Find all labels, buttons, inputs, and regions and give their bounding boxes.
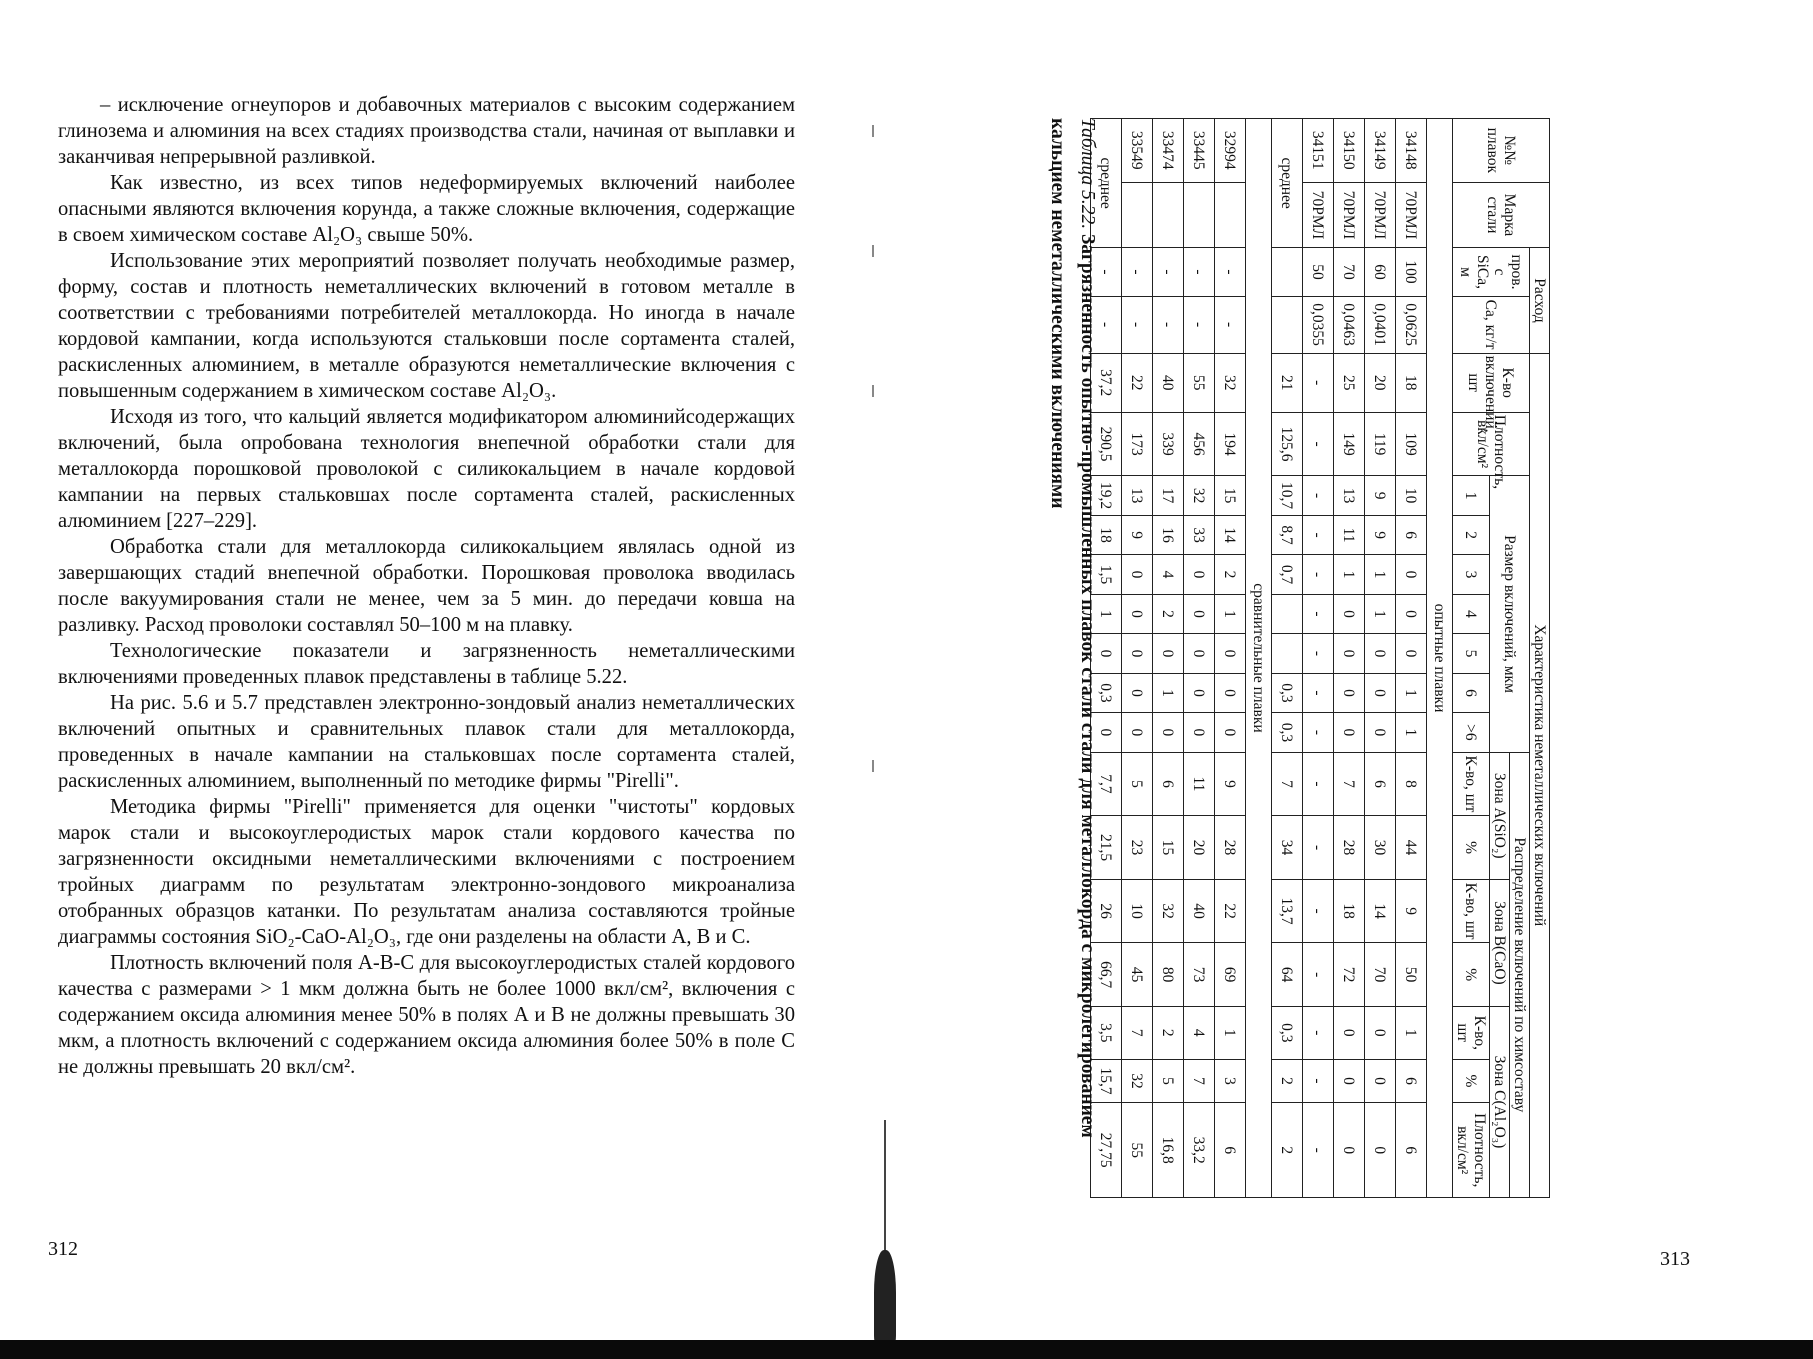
table-cell — [1272, 248, 1303, 296]
table-cell: 119 — [1365, 412, 1396, 476]
table-cell: 30 — [1365, 816, 1396, 880]
header-size-1: 1 — [1453, 476, 1490, 515]
table-cell: 194 — [1215, 412, 1246, 476]
table-cell: - — [1215, 248, 1246, 296]
table-cell: 0 — [1334, 1059, 1365, 1103]
table-cell: 22 — [1122, 353, 1153, 412]
table-row — [1184, 119, 1215, 1198]
table-cell: 20 — [1365, 353, 1396, 412]
table-cell: 34149 — [1365, 119, 1396, 183]
header-size-6: 6 — [1453, 673, 1490, 712]
paragraph: Технологические показатели и загрязненность неметаллическими включениями проведенных плавок представлены в таблице 5.22. — [58, 640, 795, 688]
table-cell: 33445 — [1184, 119, 1215, 183]
table-cell: 149 — [1334, 412, 1365, 476]
table-cell: 34 — [1272, 816, 1303, 880]
table-cell: 11 — [1184, 752, 1215, 816]
table-section-label: опытные плавки — [1427, 119, 1453, 1198]
table-cell: 13,7 — [1272, 879, 1303, 943]
table-cell: 7 — [1272, 752, 1303, 816]
table-cell: - — [1122, 248, 1153, 296]
header-zone-a-pct: % — [1453, 816, 1490, 880]
table-cell: 0 — [1184, 673, 1215, 712]
table-cell: 45 — [1122, 943, 1153, 1007]
table-cell: 0,0625 — [1396, 296, 1427, 353]
table-cell: 0 — [1365, 1103, 1396, 1198]
table-cell: 456 — [1184, 412, 1215, 476]
table-cell: 15,7 — [1091, 1059, 1122, 1103]
header-size-gt6: >6 — [1453, 713, 1490, 752]
table-cell: 33 — [1184, 515, 1215, 554]
table-average-row — [1272, 119, 1303, 1198]
table-cell: 70РМЛ — [1396, 182, 1427, 248]
table-cell: 40 — [1153, 353, 1184, 412]
header-zone-b-pct: % — [1453, 943, 1490, 1007]
paragraph: Исходя из того, что кальций является модификатором алюминийсодержащих включений, была опробована технология внепечной обработки стали для металлокорда порошковой проволокой с силикокальцием в начале кордовой кампании на первых стальковшах после сортамента сталей, раскисленных алюминием [227–229]. — [58, 406, 795, 532]
table-cell: 25 — [1334, 353, 1365, 412]
table-cell: 1 — [1365, 555, 1396, 594]
table-cell: 0 — [1334, 594, 1365, 633]
table-cell: 20 — [1184, 816, 1215, 880]
table-cell: 32 — [1153, 879, 1184, 943]
table-cell: 0,0355 — [1303, 296, 1334, 353]
table-cell: - — [1091, 296, 1122, 353]
table-cell: 28 — [1334, 816, 1365, 880]
table-cell: 16,8 — [1153, 1103, 1184, 1198]
table-cell: 0 — [1334, 1006, 1365, 1059]
table-cell: 0 — [1184, 555, 1215, 594]
table-cell: 21,5 — [1091, 816, 1122, 880]
table-cell: 0 — [1153, 713, 1184, 752]
table-cell: 34150 — [1334, 119, 1365, 183]
table-cell: - — [1303, 816, 1334, 880]
header-grade: Марка стали — [1453, 182, 1550, 248]
table-cell: 0 — [1365, 713, 1396, 752]
table-cell: 32994 — [1215, 119, 1246, 183]
header-size: Размер включений, мкм — [1490, 476, 1530, 752]
table-cell: 290,5 — [1091, 412, 1122, 476]
table-cell: 64 — [1272, 943, 1303, 1007]
paragraph: Обработка стали для металлокорда силикокальцием являлась одной из завершающих стадий внепечной обработки. Порошковая проволока вводилась после вакуумирования стали не менее, чем за 5 мин. до передачи ковша на разливку. Расход проволоки составлял 50–100 м на плавку. — [58, 536, 795, 636]
table-cell: 17 — [1153, 476, 1184, 515]
table-cell: среднее — [1091, 119, 1122, 248]
table-cell: 0 — [1091, 713, 1122, 752]
gutter-mark — [872, 125, 874, 137]
gutter-mark — [872, 245, 874, 257]
table-cell: - — [1122, 296, 1153, 353]
paragraph: Использование этих мероприятий позволяет получать необходимые размер, форму, состав и плотность неметаллических включений в готовом металле в соответствии с требованиями потребителей металлокорда. Но иногда в начале кордовой кампании, когда используются стальковши после сортамента сталей, раскисленных алюминием, в металле образуются неметаллические включения с повышенным содержанием в химическом составе Al₂O₃. — [58, 250, 795, 402]
table-cell: 13 — [1334, 476, 1365, 515]
table-cell: 33549 — [1122, 119, 1153, 183]
table-cell: 15 — [1153, 816, 1184, 880]
header-size-4: 4 — [1453, 594, 1490, 633]
table-cell: - — [1303, 713, 1334, 752]
table-cell: 8,7 — [1272, 515, 1303, 554]
table-cell: 23 — [1122, 816, 1153, 880]
header-density: Плотность, вкл/см² — [1453, 412, 1530, 476]
table-cell: 0 — [1122, 673, 1153, 712]
table-cell: 60 — [1365, 248, 1396, 296]
table-cell: 28 — [1215, 816, 1246, 880]
table-cell: - — [1303, 476, 1334, 515]
header-zone-a-count: К-во, шт — [1453, 752, 1490, 816]
table-cell: 32 — [1122, 1059, 1153, 1103]
caption-label: Таблица 5.22. — [1077, 118, 1098, 230]
table-cell: 0 — [1153, 634, 1184, 673]
table-cell: 7,7 — [1091, 752, 1122, 816]
table-cell: - — [1303, 1103, 1334, 1198]
table-row — [1303, 119, 1334, 1198]
table-cell: 1 — [1396, 713, 1427, 752]
table-cell: - — [1215, 296, 1246, 353]
table-cell: - — [1303, 594, 1334, 633]
table-cell: 55 — [1184, 353, 1215, 412]
table-cell — [1272, 296, 1303, 353]
table-cell: 7 — [1122, 1006, 1153, 1059]
table-cell: - — [1091, 248, 1122, 296]
table-cell: 173 — [1122, 412, 1153, 476]
table-cell — [1184, 182, 1215, 248]
table-cell: 0 — [1396, 594, 1427, 633]
table-cell: 6 — [1396, 1103, 1427, 1198]
table-cell: 0,3 — [1272, 673, 1303, 712]
table-cell: 3,5 — [1091, 1006, 1122, 1059]
table-cell: 0 — [1215, 713, 1246, 752]
table-cell: 8 — [1396, 752, 1427, 816]
table-cell: 0 — [1365, 634, 1396, 673]
table-cell: - — [1303, 1006, 1334, 1059]
table-row — [1365, 119, 1396, 1198]
table-cell: 1 — [1365, 594, 1396, 633]
table-cell: 5 — [1122, 752, 1153, 816]
table-cell: 70РМЛ — [1334, 182, 1365, 248]
table-cell: 13 — [1122, 476, 1153, 515]
table-cell — [1272, 594, 1303, 633]
table-cell: 1 — [1215, 1006, 1246, 1059]
table-cell: 2 — [1272, 1103, 1303, 1198]
header-distribution: Распределение включений по химсоставу — [1510, 752, 1530, 1197]
table-cell: 18 — [1396, 353, 1427, 412]
table-cell: 2 — [1153, 594, 1184, 633]
header-characteristic: Характеристика неметаллических включений — [1530, 353, 1550, 1197]
paragraph: Плотность включений поля А-В-С для высокоуглеродистых сталей кордового качества с размерами > 1 мкм должна быть не более 1000 вкл/см², включения с содержанием оксида алюминия менее 50% в полях А и В не должны превышать 30 мкм, а плотность включений с содержанием оксида алюминия более 50% в поле С не должны превышать 20 вкл/см². — [58, 952, 795, 1078]
table-cell: 10,7 — [1272, 476, 1303, 515]
page-number-right: 313 — [1660, 1248, 1690, 1270]
table-cell: 22 — [1215, 879, 1246, 943]
table-cell: 0,3 — [1272, 1006, 1303, 1059]
left-page-text — [58, 92, 795, 1080]
table-cell: 125,6 — [1272, 412, 1303, 476]
table-cell: 1 — [1396, 673, 1427, 712]
table-cell: 1 — [1215, 594, 1246, 633]
table-cell: 50 — [1396, 943, 1427, 1007]
table-cell — [1272, 634, 1303, 673]
table-cell: - — [1303, 634, 1334, 673]
table-cell: 2 — [1153, 1006, 1184, 1059]
table-cell: 0 — [1122, 555, 1153, 594]
table-cell: 0 — [1396, 634, 1427, 673]
table-row — [1396, 119, 1427, 1198]
header-count: К-во включений, шт — [1453, 353, 1530, 412]
paragraph: На рис. 5.6 и 5.7 представлен электронно-зондовый анализ неметаллических включений опытных и сравнительных плавок стали для металлокорда, проведенных в начале кампании на стальковшах после сортамента сталей, раскисленных алюминием, выполненный по методике фирмы "Pirelli". — [58, 692, 795, 792]
table-cell: 0 — [1122, 713, 1153, 752]
table-cell: 100 — [1396, 248, 1427, 296]
table-cell: - — [1303, 555, 1334, 594]
table-cell: 2 — [1272, 1059, 1303, 1103]
table-cell: 1 — [1091, 594, 1122, 633]
table-cell: 0 — [1215, 673, 1246, 712]
header-zone-c: Зона C(Al₂O₃) — [1490, 1006, 1510, 1197]
table-cell: - — [1303, 879, 1334, 943]
table-cell: 9 — [1122, 515, 1153, 554]
table-cell: 4 — [1184, 1006, 1215, 1059]
table-cell: - — [1303, 412, 1334, 476]
table-cell: 0 — [1334, 713, 1365, 752]
header-consumption: Расход — [1530, 248, 1550, 353]
table-cell: 34151 — [1303, 119, 1334, 183]
page-number-left: 312 — [48, 1238, 78, 1260]
table-cell: 72 — [1334, 943, 1365, 1007]
table-cell: 0,0463 — [1334, 296, 1365, 353]
table-cell: 0,3 — [1272, 713, 1303, 752]
table-cell: 0 — [1365, 1006, 1396, 1059]
table-cell: - — [1303, 515, 1334, 554]
table-caption — [1042, 118, 1102, 1198]
table-cell: 9 — [1365, 515, 1396, 554]
table-cell: 0 — [1334, 1103, 1365, 1198]
paragraph: Как известно, из всех типов недеформируемых включений наиболее опасными являются включения корунда, а также сложные включения, содержащие в своем химическом составе Al₂O₃ свыше 50%. — [58, 172, 795, 246]
header-wire: пров. с SiCa, м — [1453, 248, 1530, 296]
table-cell: 6 — [1153, 752, 1184, 816]
table-cell: 6 — [1365, 752, 1396, 816]
table-cell: 9 — [1396, 879, 1427, 943]
table-cell: 9 — [1365, 476, 1396, 515]
table-cell: 19,2 — [1091, 476, 1122, 515]
table-cell: - — [1153, 296, 1184, 353]
table-cell: 55 — [1122, 1103, 1153, 1198]
table-cell: 21 — [1272, 353, 1303, 412]
table-row — [1334, 119, 1365, 1198]
table-cell: 4 — [1153, 555, 1184, 594]
paragraph: – исключение огнеупоров и добавочных материалов с высоким содержанием глинозема и алюминия на всех стадиях производства стали, начиная от выплавки и заканчивая непрерывной разливкой. — [58, 94, 795, 168]
table-cell: - — [1184, 248, 1215, 296]
table-cell: 0 — [1091, 634, 1122, 673]
table-cell: 7 — [1184, 1059, 1215, 1103]
table-cell: 1 — [1334, 555, 1365, 594]
table-cell: 0 — [1396, 555, 1427, 594]
table-cell: 18 — [1091, 515, 1122, 554]
header-zone-b-count: К-во, шт — [1453, 879, 1490, 943]
table-cell: 0 — [1184, 634, 1215, 673]
table-cell: 1,5 — [1091, 555, 1122, 594]
table-cell — [1153, 182, 1184, 248]
table-cell: 1 — [1396, 1006, 1427, 1059]
table-cell: 15 — [1215, 476, 1246, 515]
table-cell: 6 — [1396, 515, 1427, 554]
header-zone-c-pct: % — [1453, 1059, 1490, 1103]
table-cell — [1122, 182, 1153, 248]
book-spine — [880, 0, 890, 1359]
header-zone-c-density: Плотность, вкл/см² — [1453, 1103, 1490, 1198]
table-cell: 69 — [1215, 943, 1246, 1007]
table-cell: 109 — [1396, 412, 1427, 476]
table-cell: 10 — [1122, 879, 1153, 943]
table-cell: - — [1303, 943, 1334, 1007]
table-row — [1215, 119, 1246, 1198]
table-cell: 1 — [1153, 673, 1184, 712]
data-table — [1090, 118, 1550, 1198]
table-cell: 339 — [1153, 412, 1184, 476]
header-size-5: 5 — [1453, 634, 1490, 673]
table-cell: 0 — [1365, 673, 1396, 712]
table-cell: 14 — [1215, 515, 1246, 554]
table-cell: 70РМЛ — [1365, 182, 1396, 248]
table-cell: 34148 — [1396, 119, 1427, 183]
table-cell: 7 — [1334, 752, 1365, 816]
table-cell: 0 — [1334, 673, 1365, 712]
table-cell: 6 — [1215, 1103, 1246, 1198]
table-cell: 33,2 — [1184, 1103, 1215, 1198]
table-cell: 10 — [1396, 476, 1427, 515]
table-cell: 18 — [1334, 879, 1365, 943]
table-cell: 50 — [1303, 248, 1334, 296]
table-cell: 26 — [1091, 879, 1122, 943]
table-cell: 27,75 — [1091, 1103, 1122, 1198]
table-cell: - — [1303, 752, 1334, 816]
table-cell: - — [1303, 673, 1334, 712]
header-zone-b: Зона B(CaO) — [1490, 879, 1510, 1006]
table-row — [1153, 119, 1184, 1198]
table-cell: 40 — [1184, 879, 1215, 943]
table-cell: 11 — [1334, 515, 1365, 554]
table-cell: 0 — [1334, 634, 1365, 673]
scan-bottom-edge — [0, 1340, 1813, 1359]
table-cell: среднее — [1272, 119, 1303, 248]
table-cell: 70РМЛ — [1303, 182, 1334, 248]
header-size-2: 2 — [1453, 515, 1490, 554]
table-cell: - — [1184, 296, 1215, 353]
table-cell — [1215, 182, 1246, 248]
table-cell: 0,7 — [1272, 555, 1303, 594]
table-cell: 2 — [1215, 555, 1246, 594]
table-cell: 32 — [1215, 353, 1246, 412]
table-cell: 70 — [1334, 248, 1365, 296]
table-cell: 6 — [1396, 1059, 1427, 1103]
table-cell: 70 — [1365, 943, 1396, 1007]
gutter-mark — [872, 385, 874, 397]
table-cell: 66,7 — [1091, 943, 1122, 1007]
table-cell: 14 — [1365, 879, 1396, 943]
table-cell: - — [1153, 248, 1184, 296]
table-cell: 80 — [1153, 943, 1184, 1007]
spine-shadow — [874, 1250, 896, 1345]
table-cell: 0 — [1365, 1059, 1396, 1103]
table-cell: 44 — [1396, 816, 1427, 880]
table-cell: 73 — [1184, 943, 1215, 1007]
table-cell: 0 — [1215, 634, 1246, 673]
header-zone-a: Зона A(SiO₂) — [1490, 752, 1510, 879]
table-cell: - — [1303, 353, 1334, 412]
table-cell: 3 — [1215, 1059, 1246, 1103]
rotated-table-page — [1020, 118, 1550, 1198]
table-row — [1122, 119, 1153, 1198]
table-cell: 16 — [1153, 515, 1184, 554]
header-zone-c-count: К-во, шт — [1453, 1006, 1490, 1059]
table-cell: 0 — [1122, 634, 1153, 673]
table-cell: 32 — [1184, 476, 1215, 515]
table-cell: - — [1303, 1059, 1334, 1103]
table-cell: 0,0401 — [1365, 296, 1396, 353]
header-num: №№ плавок — [1453, 119, 1550, 183]
caption-text: Загрязненность опытно-промышленных плавок стали стали для металлокорда с микролегированием кальцием неметаллическими включениями — [1047, 118, 1098, 1138]
header-ca: Ca, кг/т — [1453, 296, 1530, 353]
paragraph: Методика фирмы "Pirelli" применяется для оценки "чистоты" кордовых марок стали и высокоуглеродистых марок стали кордового качества по загрязненности оксидными неметаллическими включениями с построением тройных диаграмм по результатам электронно-зондового микроанализа отобранных образцов катанки. По результатам анализа составляются тройные диаграммы состояния SiO₂-CaO-Al₂O₃, где они разделены на области А, В и С. — [58, 796, 795, 948]
table-cell: 0 — [1184, 594, 1215, 633]
table-cell: 5 — [1153, 1059, 1184, 1103]
table-cell: 0,3 — [1091, 673, 1122, 712]
table-cell: 0 — [1122, 594, 1153, 633]
table-cell: 9 — [1215, 752, 1246, 816]
table-section-label: сравнительные плавки — [1246, 119, 1272, 1198]
table-cell: 0 — [1184, 713, 1215, 752]
table-cell: 37,2 — [1091, 353, 1122, 412]
gutter-mark — [872, 760, 874, 772]
header-size-3: 3 — [1453, 555, 1490, 594]
table-cell: 33474 — [1153, 119, 1184, 183]
